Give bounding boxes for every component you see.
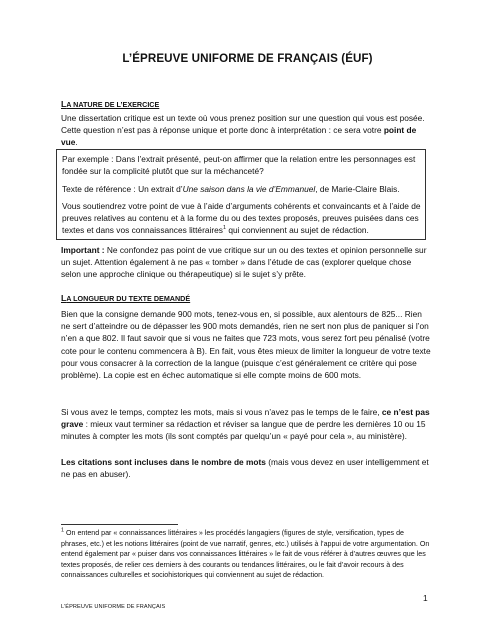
support-lead: Vous soutiendrez votre point de vue à l’aide d’arguments cohérents et convaincants et à l’aide de preuves relatives au contenu et à la forme du ou des textes proposés, preuves puisées dans ces textes et dans vos connaissances littéraires bbox=[62, 201, 421, 236]
example-question: Par exemple : Dans l’extrait présenté, peut-on affirmer que la relation entre les personnages est fondée sur la complicité plutôt que sur la méchanceté? bbox=[62, 154, 416, 177]
page-footer: L’ÉPREUVE UNIFORME DE FRANÇAIS bbox=[61, 604, 166, 610]
page-number: 1 bbox=[423, 593, 428, 603]
para2-lead: Si vous avez le temps, comptez les mots, mais si vous n’avez pas le temps de le faire, bbox=[61, 407, 382, 417]
reference-title: Une saison dans la vie d’Emmanuel bbox=[182, 184, 316, 194]
length-paragraph-1: Bien que la consigne demande 900 mots, tenez-vous en, si possible, aux alentours de 825... Rien ne sert d’atteindre ou de dépasser les 900 mots demandés, rien ne sert non plus de paniquer si l’on n’en a que 802. Il faut savoir que si vous ne faites que 723 mots, vous serez fort peu pénalisé (votre cote pour le contenu commencera à B). En fait, vous êtes mieux de limiter la longueur de votre texte pour vous consacrer à la correction de la langue (puisque c’est généralement ce critère qui pose problème). La copie est en échec automatique si elle compte moins de 600 mots. bbox=[61, 309, 431, 381]
important-paragraph bbox=[61, 244, 433, 281]
heading-rest: A LONGUEUR DU TEXTE DEMANDÉ bbox=[66, 294, 191, 303]
heading-initial: L bbox=[61, 293, 67, 303]
footnote-text: On entend par « connaissances littéraires » les procédés langagiers (figures de style, versification, types de phrases, etc.) et les notions littéraires (point de vue narratif, genres, etc.) utilisés à l’appui de votre argumentation. On entend également par « puiser dans vos connaissances littéraires » le fait de vous référer à d’autres œuvres que les textes proposés, de relier ces derniers à des courants ou tendances littéraires, ou le fait d’avoir recours à des connaissances culturelles et sociohistoriques qui conviennent au sujet de rédaction. bbox=[61, 529, 430, 580]
footnote-divider bbox=[61, 524, 178, 525]
section-heading-nature bbox=[61, 99, 159, 109]
footnote bbox=[61, 528, 433, 581]
heading-initial: L bbox=[61, 99, 67, 109]
important-text: Ne confondez pas point de vue critique sur un ou des textes et opinion personnelle sur un sujet. Attention également à ne pas « tomber » dans l’étude de cas (explorer quelque chose selon une approche clinique ou thérapeutique) si le sujet s’y prête. bbox=[61, 245, 427, 280]
important-label: Important : bbox=[61, 245, 105, 255]
para3-bold: Les citations sont incluses dans le nombre de mots bbox=[61, 457, 266, 467]
support-end: qui conviennent au sujet de rédaction. bbox=[226, 225, 369, 236]
length-paragraph-2 bbox=[61, 406, 433, 443]
footnote-reference[interactable]: 1 bbox=[222, 225, 226, 232]
example-reference bbox=[62, 183, 422, 195]
example-support bbox=[62, 200, 422, 237]
nature-end: . bbox=[75, 137, 78, 148]
document-title: L’ÉPREUVE UNIFORME DE FRANÇAIS (ÉUF) bbox=[122, 52, 373, 65]
nature-bold: point de vue bbox=[61, 125, 417, 148]
nature-paragraph bbox=[61, 112, 433, 149]
nature-text: Une dissertation critique est un texte où vous prenez position sur une question qui vous est posée. Cette question n’est pas à réponse unique et porte donc à interprétation : ce sera votre bbox=[61, 113, 425, 136]
heading-rest: A NATURE DE L’EXERCICE bbox=[66, 100, 160, 109]
para2-bold: ce n’est pas grave bbox=[61, 407, 430, 430]
para3-end: (mais vous devez en user intelligemment et ne pas en abuser). bbox=[61, 457, 429, 480]
section-heading-longueur bbox=[61, 293, 190, 303]
example-box bbox=[56, 149, 426, 240]
para2-end: : mieux vaut terminer sa rédaction et réviser sa langue que de perdre les dernières 10 ou 15 minutes à compter les mots (ils sont comptés par quelqu’un « payé pour cela », au ministère). bbox=[61, 419, 426, 442]
reference-end: , de Marie-Claire Blais. bbox=[315, 184, 400, 194]
reference-lead: Texte de référence : Un extrait d’ bbox=[62, 184, 183, 194]
length-paragraph-3 bbox=[61, 456, 433, 480]
footnote-marker: 1 bbox=[61, 527, 65, 534]
